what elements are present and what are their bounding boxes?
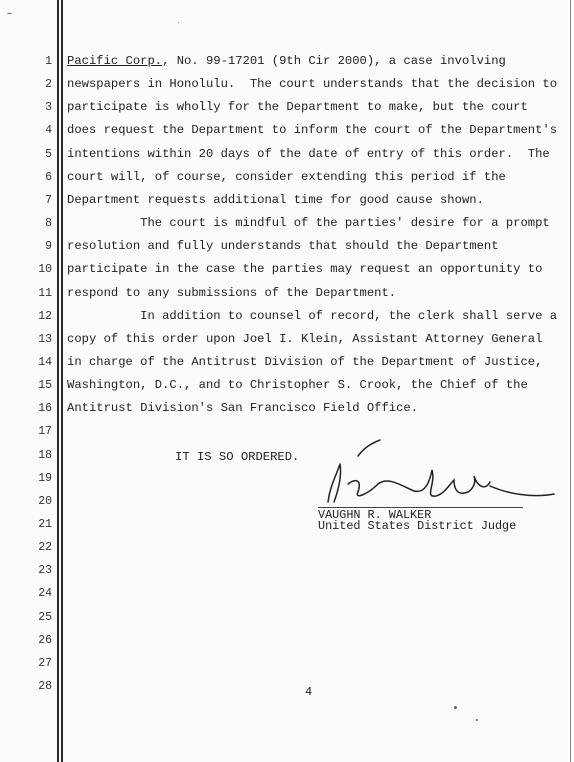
text-line: court will, of course, consider extending this period if the — [67, 169, 506, 184]
line-number: 18 — [38, 448, 52, 462]
signer-title: United States District Judge — [318, 519, 517, 533]
signer-name: VAUGHN R. WALKER — [318, 508, 432, 522]
text-line: participate is wholly for the Department to make, but the court — [67, 100, 528, 115]
so-ordered-text: IT IS SO ORDERED. — [175, 450, 300, 464]
text-line: In addition to counsel of record, the clerk shall serve a — [67, 308, 558, 323]
text-line: The court is mindful of the parties' desire for a prompt — [67, 216, 550, 231]
left-margin-rule — [57, 0, 59, 762]
text-line — [67, 54, 506, 68]
line-number: 24 — [38, 587, 52, 601]
line-number: 1 — [45, 55, 52, 68]
text-line: respond to any submissions of the Department. — [67, 285, 397, 300]
line-number: 3 — [45, 101, 52, 115]
line-number: 7 — [45, 193, 52, 207]
scan-speck — [178, 22, 179, 23]
line-number: 14 — [38, 355, 52, 369]
line-number: 25 — [38, 610, 52, 624]
line-number: 27 — [38, 656, 52, 670]
judge-signature — [318, 436, 558, 512]
case-name: Pacific Corp. — [67, 54, 163, 68]
line-number: 28 — [38, 680, 52, 694]
text-line: newspapers in Honolulu. The court understands that the decision to — [67, 77, 558, 92]
line-number: 13 — [38, 332, 52, 346]
text-line: Washington, D.C., and to Christopher S. Crook, the Chief of the — [67, 378, 528, 393]
line-number: 16 — [38, 402, 52, 416]
scan-speck — [476, 719, 478, 721]
line-number: 9 — [45, 240, 52, 254]
text-line: Antitrust Division's San Francisco Field Office. — [67, 401, 419, 416]
line-number: 11 — [38, 286, 52, 300]
line-number: 10 — [38, 263, 52, 277]
line-number: 6 — [45, 170, 52, 184]
line-number: 22 — [38, 541, 52, 555]
text-line: in charge of the Antitrust Division of the Department of Justice, — [67, 354, 543, 369]
text-line: copy of this order upon Joel I. Klein, Assistant Attorney General — [67, 331, 543, 346]
line-number: 2 — [45, 78, 52, 92]
scan-speck — [7, 13, 12, 14]
line-number: 8 — [45, 217, 52, 231]
scan-speck — [454, 706, 457, 709]
text-line: intentions within 20 days of the date of entry of this order. The — [67, 146, 550, 161]
line-number: 12 — [38, 309, 52, 323]
text-line: Department requests additional time for good cause shown. — [67, 192, 484, 207]
line-number: 15 — [38, 379, 52, 393]
text-line: participate in the case the parties may request an opportunity to — [67, 262, 543, 277]
line-number: 5 — [45, 147, 52, 161]
text-line: resolution and fully understands that should the Department — [67, 239, 499, 254]
text-line-rest: , No. 99-17201 (9th Cir 2000), a case involving — [162, 54, 506, 68]
line-number: 4 — [45, 124, 52, 138]
line-number: 26 — [38, 633, 52, 647]
line-number: 17 — [38, 425, 52, 439]
line-number: 23 — [38, 564, 52, 578]
left-margin-rule-inner — [61, 0, 63, 762]
text-line: does request the Department to inform the court of the Department's — [67, 123, 558, 138]
line-number: 20 — [38, 494, 52, 508]
right-margin-rule — [570, 0, 571, 762]
page-number: 4 — [305, 685, 313, 699]
line-number: 21 — [38, 518, 52, 531]
line-number: 19 — [38, 471, 52, 485]
